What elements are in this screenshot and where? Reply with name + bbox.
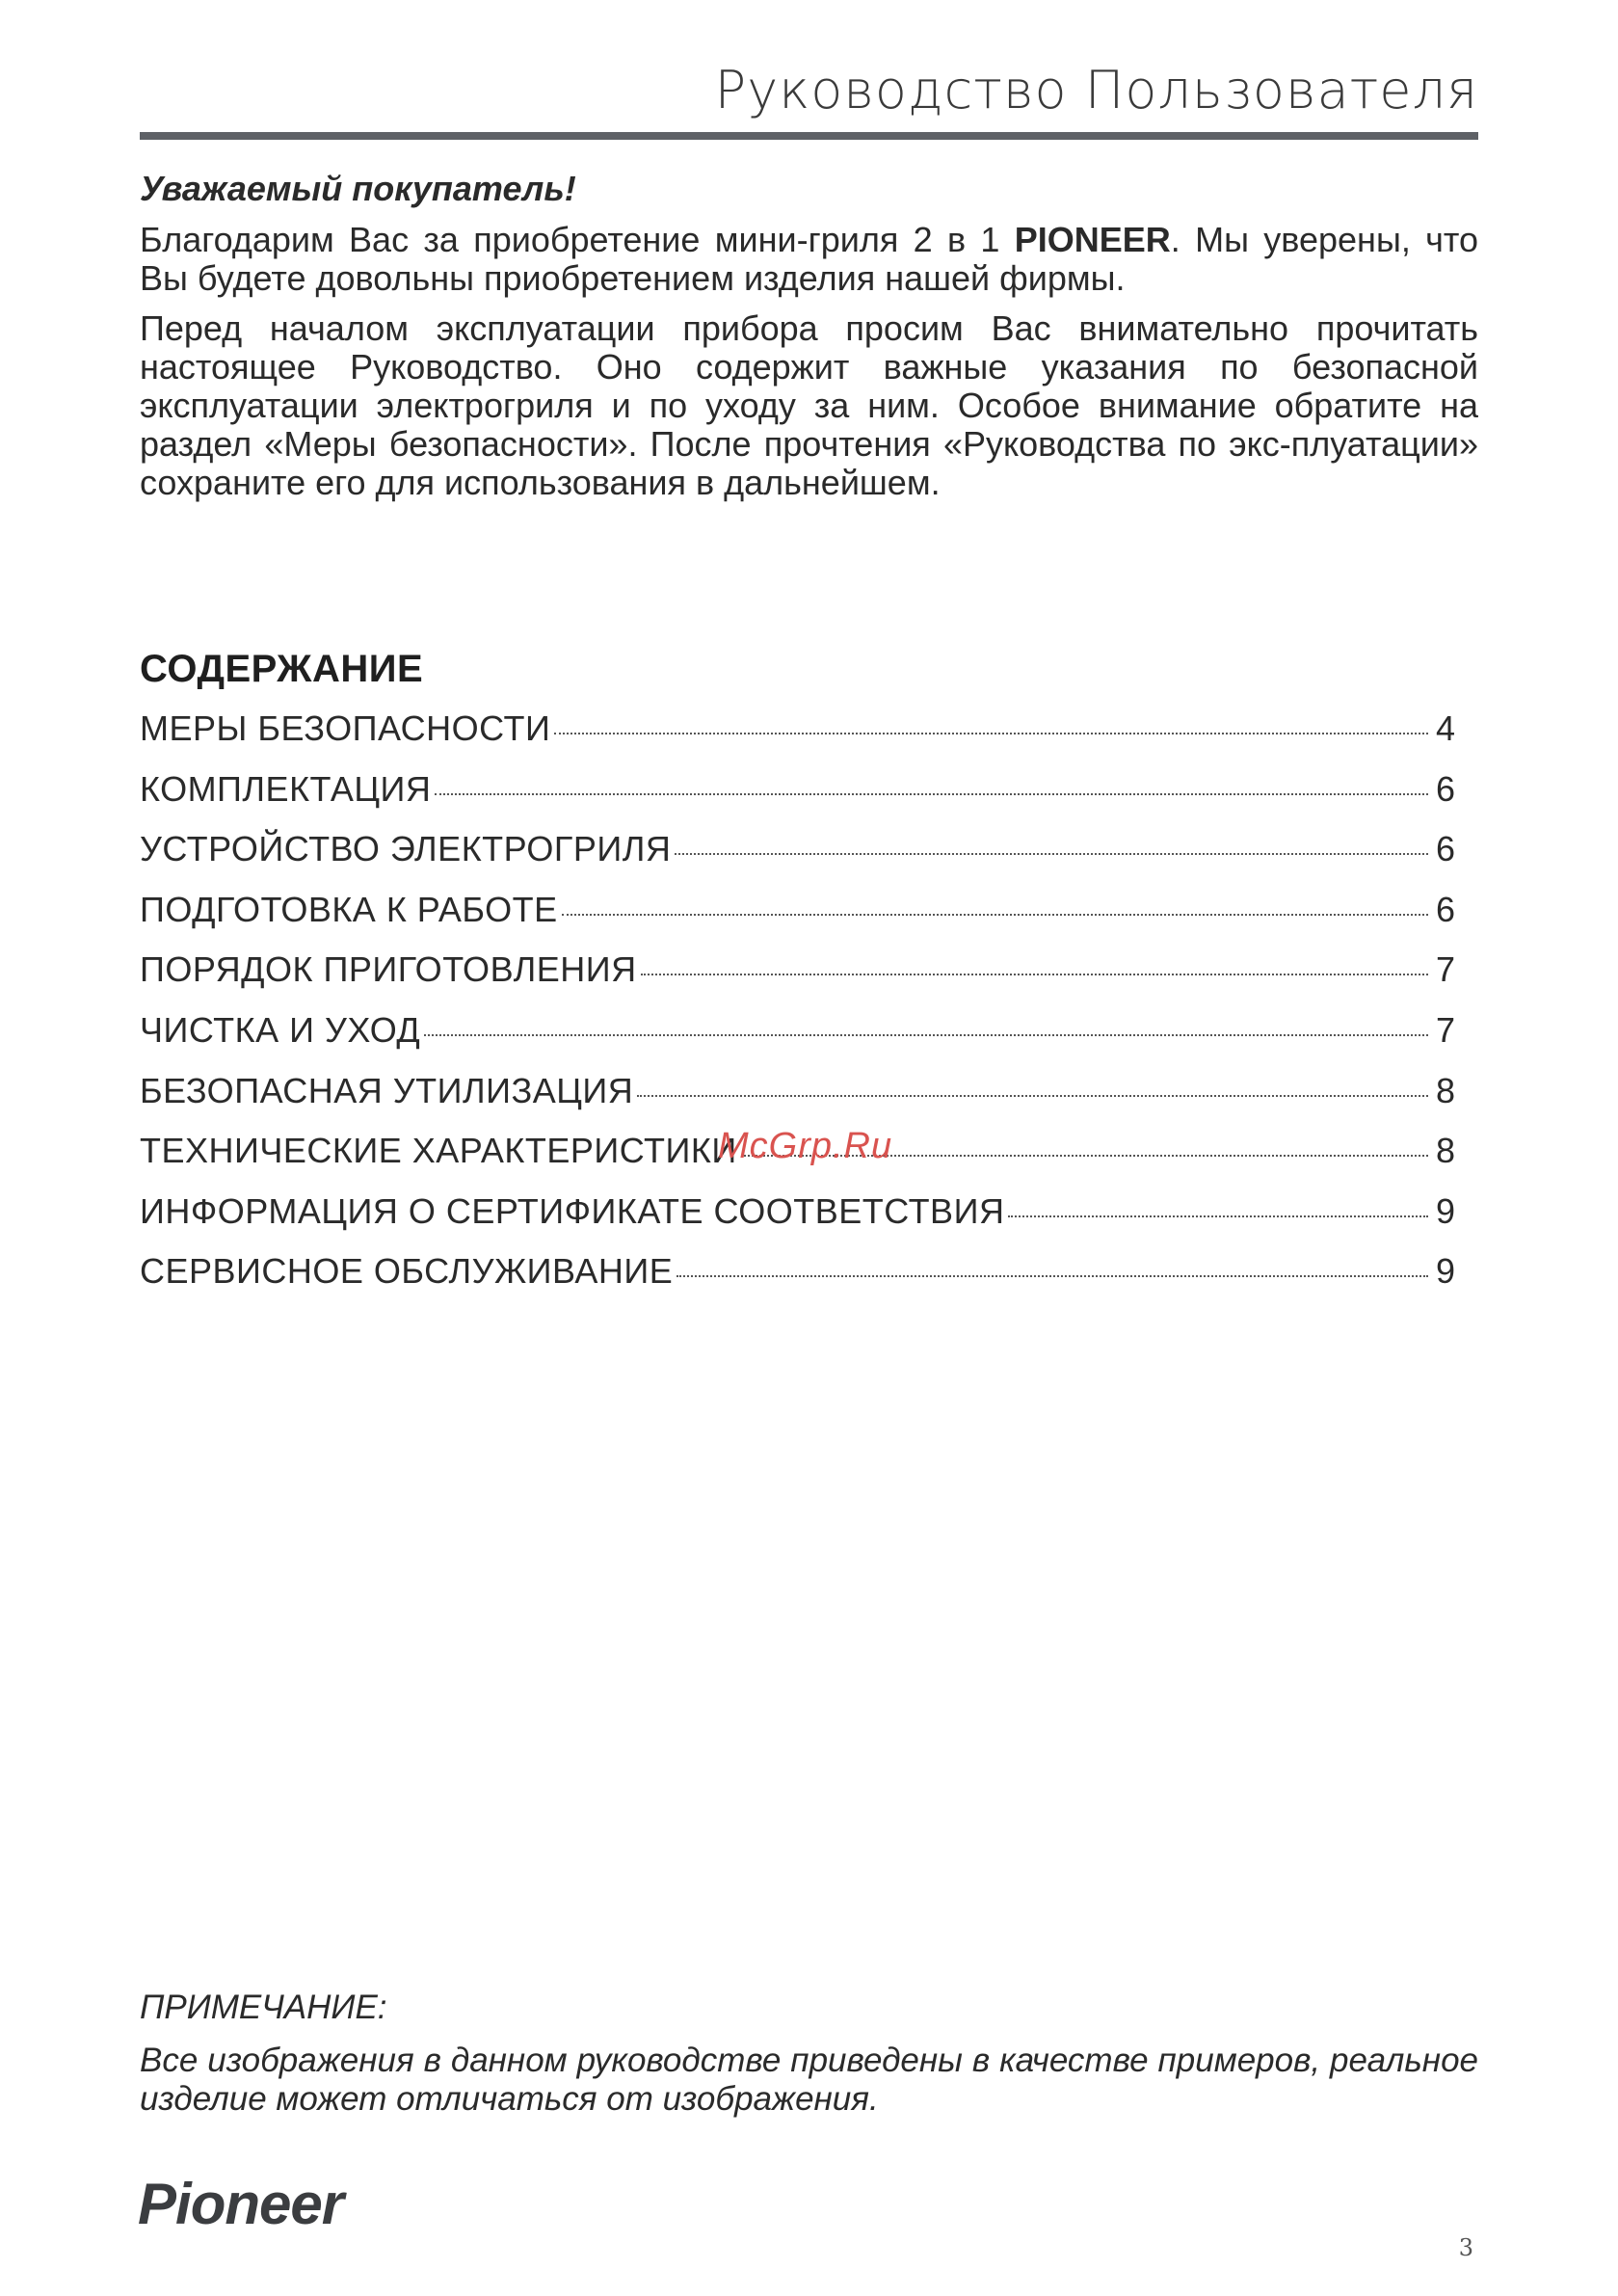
toc-item-page: 7 [1435, 1009, 1455, 1050]
note-text: Все изображения в данном руководстве приведены в качестве примеров, реальное изделие может отличаться от изображения. [140, 2042, 1478, 2118]
toc-item-title: ЧИСТКА И УХОД [140, 1009, 421, 1050]
toc-item-title: СЕРВИСНОЕ ОБСЛУЖИВАНИЕ [140, 1251, 674, 1292]
toc-item[interactable] [140, 829, 1455, 890]
toc-leader-dots [675, 853, 1428, 855]
toc-leader-dots [562, 914, 1428, 916]
toc-item-page: 6 [1435, 829, 1455, 869]
toc-item-title: ТЕХНИЧЕСКИЕ ХАРАКТЕРИСТИКИ [140, 1131, 737, 1171]
intro-paragraph-2: Перед началом эксплуатации прибора просим Вас внимательно прочитать настоящее Руководство. Оно содержит важные указания по безопасной эксплуатации электрогриля и по уходу за ним. Особое внимание обратите на раздел «Меры безопасности». После прочтения «Руководства по экс-плуатации» сохраните его для использования в дальнейшем. [140, 308, 1478, 502]
table-of-contents [140, 708, 1455, 1312]
toc-item-page: 6 [1435, 889, 1455, 929]
toc-leader-dots [641, 974, 1428, 975]
page-number: 3 [1458, 2234, 1473, 2261]
toc-item-title: КОМПЛЕКТАЦИЯ [140, 768, 432, 809]
toc-leader-dots [424, 1034, 1428, 1036]
note-label: ПРИМЕЧАНИЕ: [140, 1989, 387, 2026]
toc-item-page: 7 [1435, 949, 1455, 990]
intro-paragraph-1 [140, 221, 1478, 298]
page-header-title: Руководство Пользователя [714, 60, 1478, 120]
toc-item-title: ИНФОРМАЦИЯ О СЕРТИФИКАТЕ СООТВЕТСТВИЯ [140, 1190, 1005, 1231]
toc-leader-dots [676, 1275, 1428, 1277]
brand-name: PIONEER [1014, 220, 1171, 259]
toc-item[interactable] [140, 890, 1455, 950]
intro-paragraph-1-text: Благодарим Вас за приобретение мини-гриля 2 в 1 [140, 220, 1015, 259]
toc-item-page: 9 [1435, 1190, 1455, 1231]
toc-leader-dots [637, 1095, 1428, 1097]
toc-item[interactable] [140, 1191, 1455, 1252]
toc-leader-dots [435, 793, 1428, 795]
pioneer-logo: Pioneer [138, 2172, 344, 2236]
toc-heading: СОДЕРЖАНИЕ [140, 648, 424, 690]
toc-item[interactable] [140, 1071, 1455, 1132]
toc-item-page: 4 [1435, 708, 1455, 748]
intro-paragraph-1-text-end: . Мы уверены, что Вы будете довольны приобретением изделия нашей фирмы. [140, 220, 1478, 298]
toc-item-page: 8 [1435, 1131, 1455, 1171]
toc-item-page: 9 [1435, 1251, 1455, 1292]
watermark: McGrp.Ru [718, 1126, 893, 1166]
toc-item-page: 8 [1435, 1070, 1455, 1110]
toc-item-title: ПОРЯДОК ПРИГОТОВЛЕНИЯ [140, 949, 637, 990]
toc-item-title: МЕРЫ БЕЗОПАСНОСТИ [140, 708, 551, 748]
toc-item-page: 6 [1435, 768, 1455, 809]
toc-item[interactable] [140, 949, 1455, 1010]
toc-item-title: УСТРОЙСТВО ЭЛЕКТРОГРИЛЯ [140, 829, 672, 869]
toc-item-title: БЕЗОПАСНАЯ УТИЛИЗАЦИЯ [140, 1070, 634, 1110]
toc-item[interactable] [140, 769, 1455, 830]
toc-leader-dots [1008, 1215, 1428, 1217]
toc-item[interactable] [140, 1251, 1455, 1312]
toc-leader-dots [554, 733, 1428, 734]
toc-item-title: ПОДГОТОВКА К РАБОТЕ [140, 889, 558, 929]
greeting-heading: Уважаемый покупатель! [140, 169, 576, 208]
toc-item[interactable] [140, 708, 1455, 769]
toc-item[interactable] [140, 1010, 1455, 1071]
header-divider [140, 132, 1478, 140]
